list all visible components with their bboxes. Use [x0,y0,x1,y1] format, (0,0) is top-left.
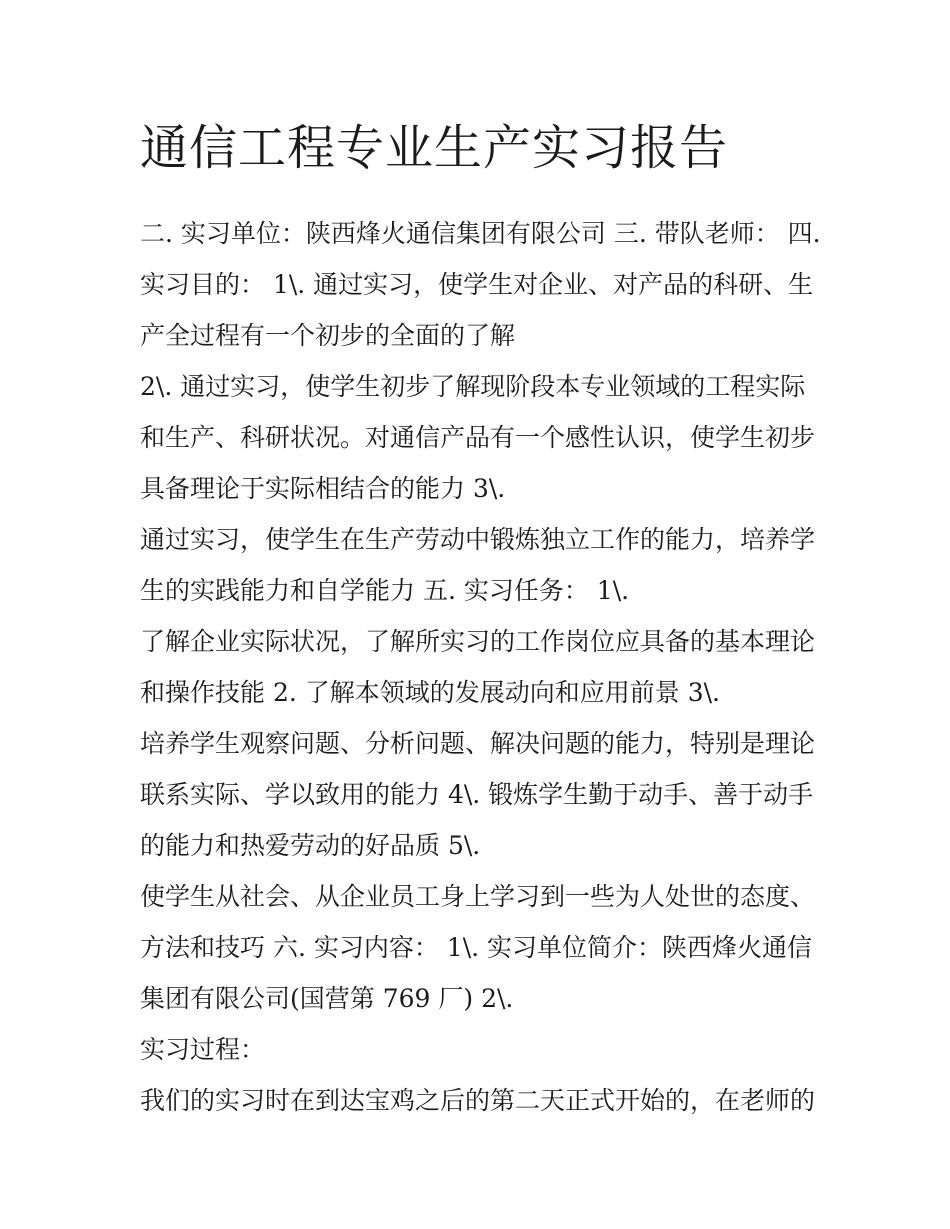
document-title: 通信工程专业生产实习报告 [140,120,729,176]
document-body [140,208,830,1126]
body-line: 使学生从社会、从企业员工身上学习到一些为人处世的态度、 [140,882,816,911]
body-line: 的能力和热爱劳动的好品质 5\. [140,831,481,860]
body-line: 了解企业实际状况，了解所实习的工作岗位应具备的基本理论 [140,627,816,656]
body-line: 实习目的： 1\. 通过实习，使学生对企业、对产品的科研、生 [140,270,814,299]
document-content [140,112,830,1126]
body-line: 生的实践能力和自学能力 五. 实习任务： 1\. [140,576,630,605]
body-line: 联系实际、学以致用的能力 4\. 锻炼学生勤于动手、善于动手 [140,780,814,809]
body-line: 和生产、科研状况。对通信产品有一个感性认识，使学生初步 [140,423,816,452]
body-line: 实习过程： [140,1035,266,1064]
body-line: 我们的实习时在到达宝鸡之后的第二天正式开始的，在老师的 [140,1086,816,1115]
body-line: 方法和技巧 六. 实习内容： 1\. 实习单位简介：陕西烽火通信 [140,933,813,962]
body-line: 二. 实习单位：陕西烽火通信集团有限公司 三. 带队老师： 四. [140,219,821,248]
body-line: 产全过程有一个初步的全面的了解 [140,321,516,350]
body-line: 培养学生观察问题、分析问题、解决问题的能力，特别是理论 [140,729,816,758]
body-line: 通过实习，使学生在生产劳动中锻炼独立工作的能力，培养学 [140,525,816,554]
body-line: 集团有限公司(国营第 769 厂) 2\. [140,984,514,1013]
body-line: 2\. 通过实习，使学生初步了解现阶段本专业领域的工程实际 [140,372,806,401]
body-line: 具备理论于实际相结合的能力 3\. [140,474,506,503]
body-line: 和操作技能 2. 了解本领域的发展动向和应用前景 3\. [140,678,720,707]
